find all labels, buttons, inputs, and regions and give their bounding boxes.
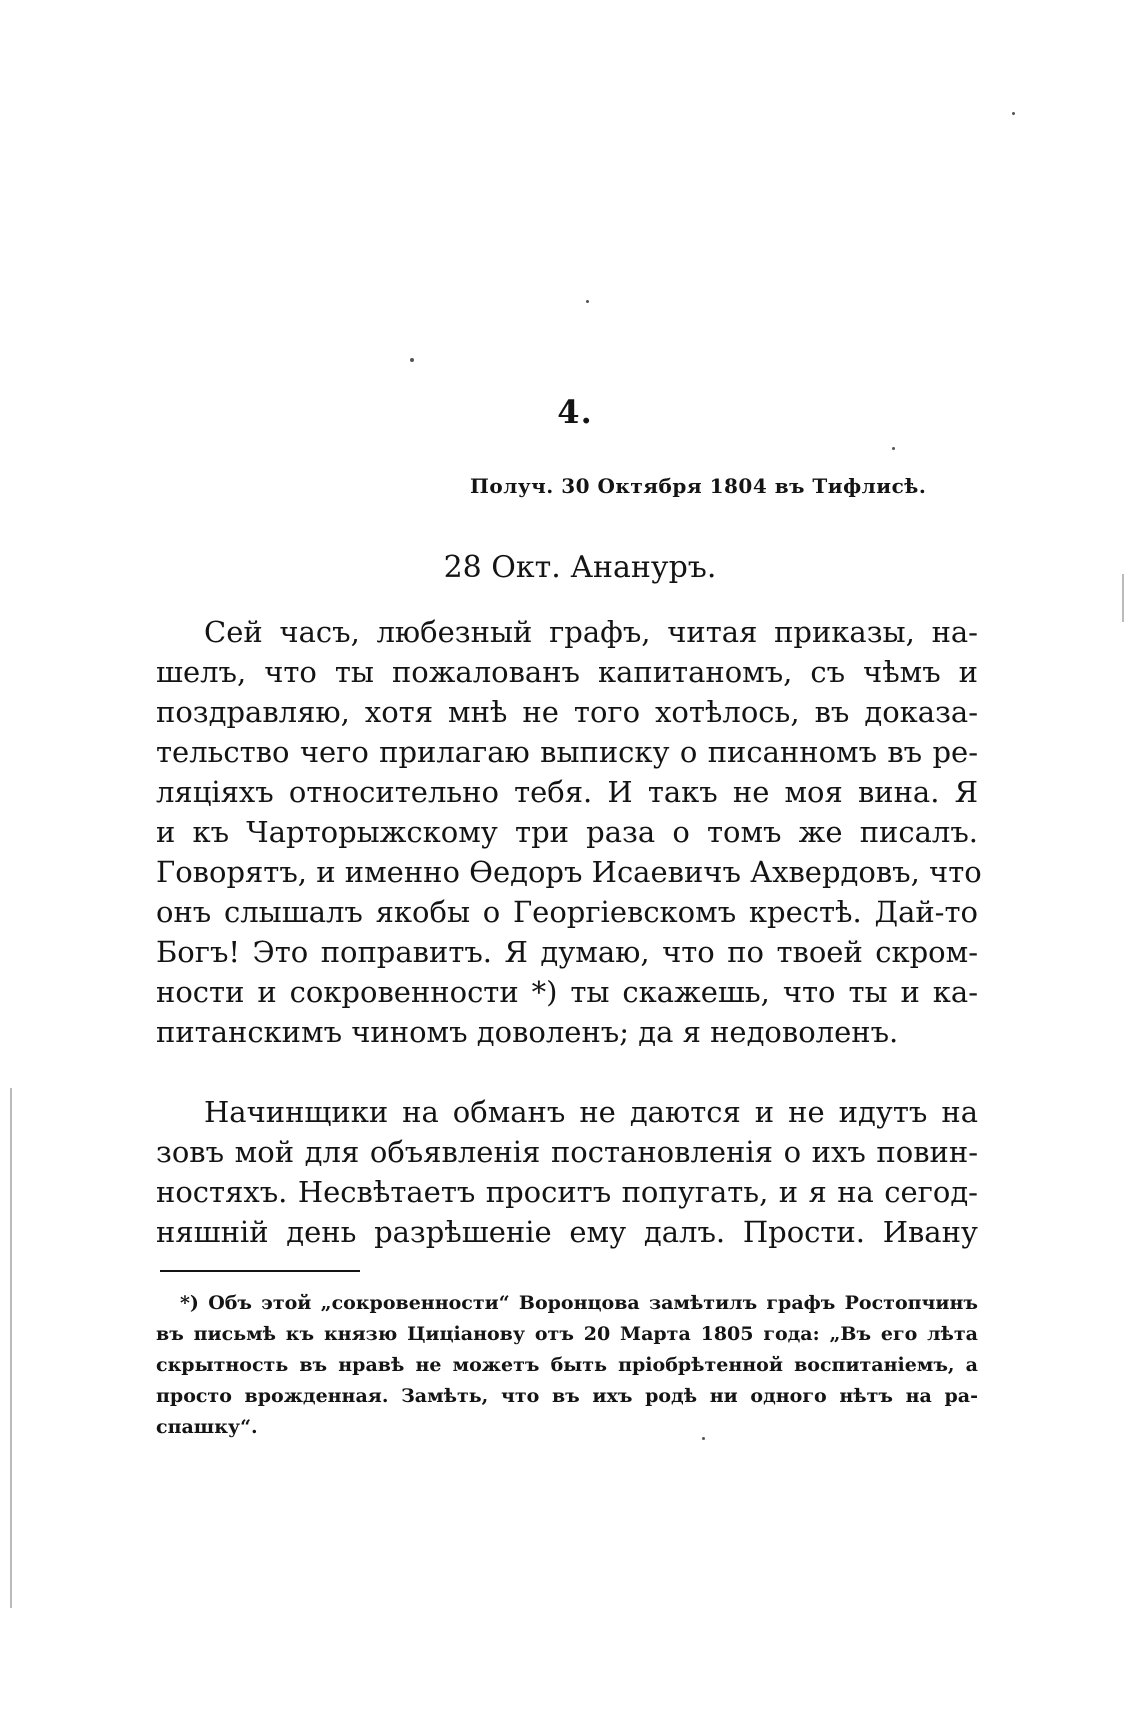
- text-line: няшній день разрѣшеніе ему далъ. Прости. Ивану: [156, 1215, 978, 1249]
- text-line: шелъ, что ты пожалованъ капитаномъ, съ чѣмъ и: [156, 655, 978, 689]
- footnote-divider: [160, 1270, 360, 1272]
- text-line: и къ Чарторыжскому три раза о томъ же писалъ.: [156, 815, 978, 849]
- text-line: онъ слышалъ якобы о Георгіевскомъ крестѣ. Дай-то: [156, 895, 978, 929]
- text-line: Сей часъ, любезный графъ, читая приказы, на-: [204, 615, 978, 649]
- text-line: Начинщики на обманъ не даются и не идутъ на: [204, 1095, 978, 1129]
- text-line: Богъ! Это поправитъ. Я думаю, что по твоей скром-: [156, 935, 978, 969]
- scan-speck: [892, 447, 895, 450]
- text-line: питанскимъ чиномъ доволенъ; да я недоволенъ.: [156, 1015, 899, 1049]
- text-line: тельство чего прилагаю выписку о писанномъ въ ре-: [156, 735, 978, 769]
- text-line: Говорятъ, и именно Өедоръ Исаевичъ Ахвердовъ, что: [156, 855, 982, 889]
- scan-speck: [410, 358, 414, 362]
- text-line: ляціяхъ относительно тебя. И такъ не моя вина. Я: [156, 775, 978, 809]
- scan-margin-line: [10, 1088, 12, 1608]
- footnote-line: *) Объ этой „сокровенности“ Воронцова замѣтилъ графъ Ростопчинъ: [180, 1292, 978, 1314]
- letter-number: 4.: [557, 393, 593, 431]
- text-line: ности и сокровенности *) ты скажешь, что ты и ка-: [156, 975, 978, 1009]
- footnote-line: спашку“.: [156, 1416, 258, 1438]
- text-line: ностяхъ. Несвѣтаетъ проситъ попугать, и я на сегод-: [156, 1175, 978, 1209]
- footnote-line: скрытность въ нравѣ не можетъ быть пріобрѣтенной воспитаніемъ, а: [156, 1354, 978, 1376]
- text-line: зовъ мой для объявленія постановленія о ихъ повин-: [156, 1135, 978, 1169]
- footnote-line: просто врожденная. Замѣть, что въ ихъ родѣ ни одного нѣтъ на ра-: [156, 1385, 978, 1407]
- scan-speck: [586, 300, 589, 303]
- text-line: поздравляю, хотя мнѣ не того хотѣлось, въ доказа-: [156, 695, 978, 729]
- dateline: 28 Окт. Анануръ.: [443, 550, 717, 585]
- scan-speck: [1012, 112, 1015, 115]
- received-note: Получ. 30 Октября 1804 въ Тифлисѣ.: [470, 474, 927, 498]
- footnote-line: въ письмѣ къ князю Циціанову отъ 20 Марта 1805 года: „Въ его лѣта: [156, 1323, 978, 1345]
